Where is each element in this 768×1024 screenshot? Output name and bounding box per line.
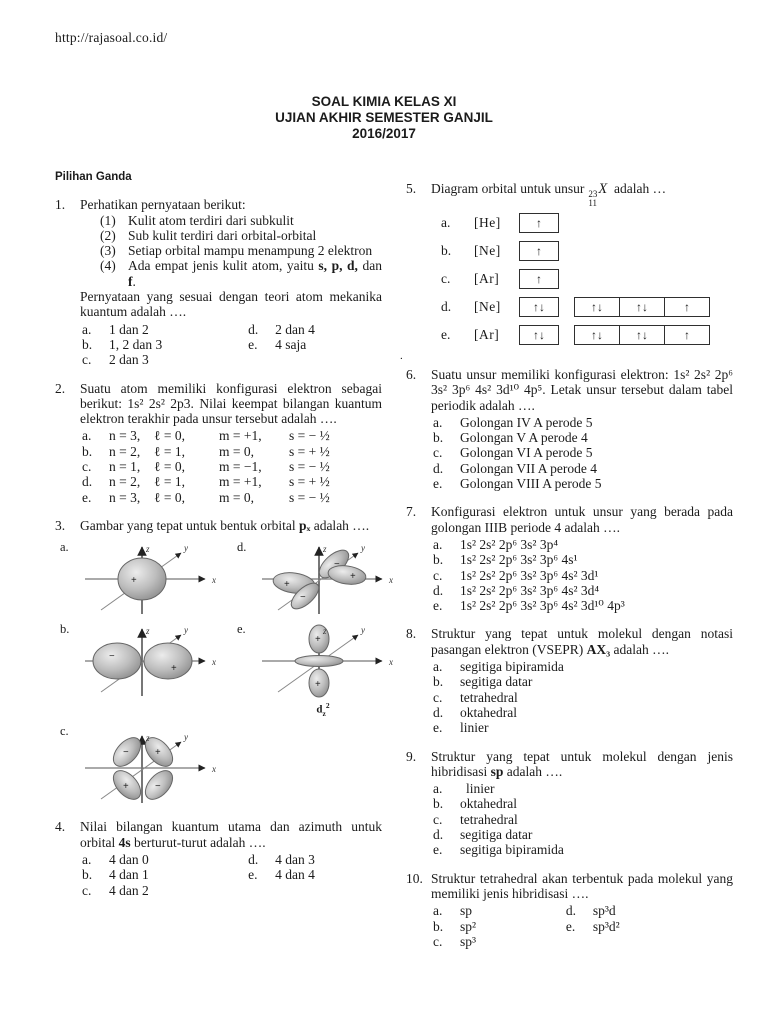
svg-text:−: − [334, 559, 340, 571]
option-b [431, 552, 733, 567]
question-2 [55, 381, 382, 505]
statement-item [100, 213, 382, 228]
svg-text:x: x [212, 657, 216, 668]
orbital-box: ↑ [664, 298, 709, 316]
noble-gas-core: [Ar] [474, 271, 500, 287]
n-value: n = 3, [109, 428, 141, 444]
option-letter: d. [441, 299, 452, 315]
question-7-options [431, 537, 733, 613]
option-c [431, 690, 733, 705]
option-e [246, 867, 382, 882]
stem-text: Diagram orbital untuk unsur [431, 181, 585, 196]
svg-text:+: + [155, 747, 161, 759]
l-value: ℓ = 0, [154, 489, 185, 505]
option-letter: e. [248, 867, 258, 883]
svg-text:x: x [389, 657, 393, 668]
question-6-stem: Suatu unsur memiliki konfigurasi elektron: 1s² 2s² 2p⁶ 3s² 3p⁶ 4s² 3d¹⁰ 4p⁵. Letak unsur tersebut dalam tabel periodik adalah …. [431, 367, 733, 413]
px-orbital-diagram [71, 621, 221, 701]
option-e [431, 720, 733, 735]
orbital-figure-c [55, 723, 232, 811]
option-text: 4 dan 2 [109, 882, 149, 898]
option-b [431, 430, 733, 445]
option-e [431, 842, 733, 857]
option-text: 4 saja [275, 336, 307, 352]
option-text: segitiga bipiramida [460, 659, 564, 675]
orbital-box-group [574, 297, 710, 317]
option-d [564, 903, 733, 918]
n-value: n = 2, [109, 443, 141, 459]
statement-text: Kulit atom terdiri dari subkulit [128, 212, 294, 228]
question-6 [406, 367, 733, 491]
option-e [431, 598, 733, 613]
orbital-box: ↑ [519, 269, 559, 289]
orbital-box: ↑↓ [619, 326, 664, 344]
option-text: 4 dan 0 [109, 851, 149, 867]
option-c [431, 445, 733, 460]
question-10-stem: Struktur tetrahedral akan terbentuk pada molekul yang memiliki jenis hibridisasi …. [431, 870, 733, 901]
figure-letter: a. [60, 540, 69, 555]
svg-text:z: z [146, 626, 150, 637]
m-value: m = 0, [219, 489, 254, 505]
option-c [80, 459, 382, 474]
option-letter: b. [433, 918, 444, 934]
l-value: ℓ = 0, [154, 428, 185, 444]
option-letter: a. [433, 781, 443, 797]
question-3-stem: Gambar yang tepat untuk bentuk orbital pₓ adalah …. [80, 517, 370, 533]
option-letter: b. [433, 430, 444, 446]
title-line-2: UJIAN AKHIR SEMESTER GANJIL [275, 110, 493, 125]
statement-text: Setiap orbital mampu menampung 2 elektron [128, 243, 373, 259]
question-4 [55, 819, 382, 897]
option-text: 1s² 2s² 2p⁶ 3s² 3p⁶ 4s² 3d¹⁰ 4p³ [460, 598, 625, 614]
orbital-figure-e [232, 621, 393, 721]
question-9-options [431, 781, 733, 857]
question-8-stem: Struktur yang tepat untuk molekul dengan notasi pasangan elektron (VSEPR) AX₃ adalah …. [431, 626, 733, 657]
s-value: s = − ½ [289, 428, 330, 444]
option-c [431, 568, 733, 583]
figure-letter: b. [60, 622, 70, 637]
option-letter: e. [248, 336, 258, 352]
option-letter: c. [82, 882, 92, 898]
noble-gas-core: [Ne] [474, 243, 501, 259]
option-a [431, 903, 564, 918]
orbital-box: ↑↓ [519, 297, 559, 317]
option-letter: d. [248, 851, 259, 867]
atomic-number: 11 [588, 197, 598, 208]
option-letter: e. [433, 842, 443, 858]
option-letter: a. [82, 428, 92, 444]
noble-gas-core: [Ne] [474, 299, 501, 315]
option-letter: c. [433, 933, 443, 949]
question-5-options [431, 213, 733, 345]
question-10 [406, 871, 733, 949]
question-1-intro: Perhatikan pernyataan berikut: [80, 197, 246, 213]
option-text: oktahedral [460, 704, 517, 720]
option-text: 1s² 2s² 2p⁶ 3s² 3p⁶ 4s² 3d⁴ [460, 582, 600, 598]
option-a [431, 781, 733, 796]
option-text: segitiga datar [460, 674, 533, 690]
option-e [564, 919, 733, 934]
s-value: s = − ½ [289, 489, 330, 505]
option-letter: b. [441, 243, 452, 259]
svg-text:+: + [131, 575, 137, 587]
question-7 [406, 504, 733, 613]
question-1-options [80, 322, 382, 368]
option-text: sp³d² [592, 918, 620, 934]
option-text: 1s² 2s² 2p⁶ 3s² 3p⁶ 4s¹ [460, 552, 578, 568]
svg-text:y: y [184, 732, 188, 743]
dz2-caption: $d_z^2$ [316, 701, 330, 719]
question-1-statements [80, 213, 382, 289]
left-column [55, 170, 393, 911]
mass-number: 23 [588, 189, 598, 199]
question-6-number: 6. [406, 367, 417, 382]
option-letter: a. [441, 215, 451, 231]
option-d [246, 322, 382, 337]
statement-marker: (4) [100, 258, 116, 274]
svg-text:−: − [123, 747, 129, 759]
option-c [431, 934, 564, 949]
orbital-box: ↑↓ [575, 298, 619, 316]
option-letter: e. [441, 327, 451, 343]
question-1-stem: Pernyataan yang sesuai dengan teori atom mekanika kuantum adalah …. [80, 289, 382, 320]
question-5-stem [431, 181, 733, 207]
svg-text:z: z [323, 626, 327, 637]
option-a [80, 428, 382, 443]
option-d [431, 297, 733, 317]
option-letter: d. [82, 474, 93, 490]
option-e [431, 325, 733, 345]
option-text: 1s² 2s² 2p⁶ 3s² 3p⁶ 4s² 3d¹ [460, 567, 599, 583]
l-value: ℓ = 1, [154, 474, 185, 490]
option-b [80, 867, 246, 882]
option-text: Golongan VIII A perode 5 [460, 476, 602, 492]
question-10-options [431, 903, 733, 949]
option-text: tetrahedral [460, 811, 518, 827]
option-letter: b. [82, 443, 93, 459]
option-letter: d. [433, 460, 444, 476]
d-orbital-xy-diagram [248, 539, 398, 619]
dz2-orbital-diagram [248, 621, 398, 701]
svg-text:z: z [323, 544, 327, 555]
question-3 [55, 518, 382, 533]
svg-text:−: − [155, 781, 161, 793]
svg-text:+: + [123, 781, 129, 793]
l-value: ℓ = 0, [154, 459, 185, 475]
s-value: s = + ½ [289, 474, 330, 490]
element-symbol: X [598, 181, 608, 197]
orbital-box-group [574, 325, 710, 345]
l-value: ℓ = 1, [154, 443, 185, 459]
section-label: Pilihan Ganda [55, 171, 132, 183]
option-letter: a. [433, 536, 443, 552]
m-value: m = +1, [219, 474, 262, 490]
svg-text:−: − [300, 592, 306, 604]
option-letter: b. [433, 674, 444, 690]
s-value: s = + ½ [289, 443, 330, 459]
option-letter: a. [82, 321, 92, 337]
option-b [80, 337, 246, 352]
option-text: linier [466, 781, 495, 797]
question-2-options [80, 428, 382, 504]
option-text: segitiga bipiramida [460, 842, 564, 858]
question-3-figures [55, 539, 393, 811]
option-b [431, 674, 733, 689]
option-c [80, 352, 246, 367]
orbital-box: ↑ [519, 213, 559, 233]
question-5 [406, 181, 733, 353]
option-d [80, 474, 382, 489]
option-letter: d. [433, 827, 444, 843]
option-text: oktahedral [460, 796, 517, 812]
question-6-options [431, 415, 733, 491]
option-c [431, 269, 733, 289]
option-text: 4 dan 4 [275, 867, 315, 883]
question-4-number: 4. [55, 819, 66, 835]
option-b [431, 241, 733, 261]
s-orbital-diagram [71, 539, 221, 619]
statement-marker: (3) [100, 243, 116, 259]
question-9-stem: Struktur yang tepat untuk molekul dengan jenis hibridisasi sp adalah …. [431, 748, 733, 779]
option-c [80, 883, 246, 898]
svg-text:+: + [171, 663, 177, 675]
option-letter: d. [433, 704, 444, 720]
option-letter: e. [565, 918, 576, 934]
question-1 [55, 197, 382, 367]
question-8-number: 8. [406, 626, 417, 642]
source-url: http://rajasoal.co.id/ [55, 30, 168, 45]
option-letter: e. [433, 720, 443, 736]
svg-text:x: x [212, 764, 216, 775]
question-10-number: 10. [406, 870, 423, 886]
option-text: 2 dan 3 [109, 352, 149, 368]
svg-text:z: z [146, 733, 150, 744]
option-d [431, 705, 733, 720]
question-2-number: 2. [55, 380, 66, 396]
option-a [431, 537, 733, 552]
question-8 [406, 626, 733, 735]
option-text: 4 dan 3 [275, 851, 315, 867]
statement-text: Sub kulit terdiri dari orbital-orbital [128, 227, 317, 243]
option-a [431, 415, 733, 430]
option-text: sp² [460, 918, 477, 934]
d-orbital-clover-diagram [71, 723, 221, 811]
option-b [431, 796, 733, 811]
n-value: n = 3, [109, 489, 141, 505]
option-letter: c. [433, 689, 443, 705]
question-7-stem: Konfigurasi elektron untuk unsur yang berada pada golongan IIIB periode 4 adalah …. [431, 504, 733, 535]
option-letter: a. [82, 851, 92, 867]
s-value: s = − ½ [289, 459, 330, 475]
option-text: linier [460, 720, 489, 736]
svg-text:x: x [212, 575, 216, 586]
statement-item [100, 243, 382, 258]
option-b [80, 444, 382, 459]
option-letter: b. [433, 552, 444, 568]
orbital-box: ↑↓ [519, 325, 559, 345]
question-3-number: 3. [55, 517, 66, 533]
option-letter: b. [433, 796, 444, 812]
option-text: tetrahedral [460, 689, 518, 705]
n-value: n = 1, [109, 459, 141, 475]
option-letter: b. [82, 336, 93, 352]
option-letter: e. [433, 598, 443, 614]
orbital-box: ↑ [664, 326, 709, 344]
option-text: Golongan IV A perode 5 [460, 414, 593, 430]
option-letter: c. [82, 459, 92, 475]
option-e [431, 476, 733, 491]
option-text: sp [460, 903, 473, 919]
option-a [431, 213, 733, 233]
option-text: segitiga datar [460, 827, 533, 843]
stem-text: adalah … [613, 181, 667, 196]
statement-text: Ada empat jenis kulit atom, yaitu s, p, d, dan f. [128, 258, 382, 289]
option-text: Golongan VII A perode 4 [460, 460, 597, 476]
n-value: n = 2, [109, 474, 141, 490]
svg-text:z: z [146, 544, 150, 555]
isotope-notation [588, 190, 597, 207]
option-text: 2 dan 4 [275, 321, 315, 337]
question-9-number: 9. [406, 748, 417, 764]
option-letter: a. [433, 903, 443, 919]
orbital-figure-a [55, 539, 232, 619]
option-text: Golongan VI A perode 5 [460, 445, 593, 461]
option-letter: a. [433, 659, 443, 675]
orbital-figure-b [55, 621, 232, 721]
statement-marker: (2) [100, 227, 116, 243]
orbital-box: ↑ [519, 241, 559, 261]
option-text: 1 dan 2 [109, 321, 149, 337]
question-7-number: 7. [406, 504, 417, 520]
svg-text:+: + [315, 679, 321, 691]
option-letter: c. [82, 352, 92, 368]
svg-text:y: y [184, 625, 188, 636]
option-letter: c. [441, 271, 451, 287]
figure-letter: d. [237, 540, 247, 555]
figure-letter: c. [60, 724, 69, 739]
option-letter: c. [433, 811, 443, 827]
option-d [246, 852, 382, 867]
option-letter: b. [82, 867, 93, 883]
m-value: m = +1, [219, 428, 262, 444]
statement-marker: (1) [100, 212, 116, 228]
title-line-3: 2016/2017 [352, 126, 416, 141]
statement-item [100, 228, 382, 243]
option-text: Golongan V A perode 4 [460, 430, 588, 446]
option-letter: e. [433, 476, 443, 492]
option-d [431, 461, 733, 476]
question-9 [406, 749, 733, 858]
orbital-box: ↑↓ [575, 326, 619, 344]
svg-text:x: x [389, 575, 393, 586]
option-letter: a. [433, 414, 443, 430]
svg-text:y: y [184, 543, 188, 554]
option-e [80, 490, 382, 505]
title-line-1: SOAL KIMIA KELAS XI [311, 94, 457, 109]
figure-letter: e. [237, 622, 246, 637]
m-value: m = −1, [219, 459, 262, 475]
option-letter: d. [433, 582, 444, 598]
option-a [80, 852, 246, 867]
svg-text:−: − [109, 651, 115, 663]
option-letter: d. [565, 903, 576, 919]
option-c [431, 812, 733, 827]
question-5-number: 5. [406, 181, 417, 196]
statement-item [100, 258, 382, 289]
orbital-figure-d [232, 539, 393, 619]
question-8-options [431, 659, 733, 735]
option-letter: d. [248, 321, 259, 337]
question-4-options [80, 852, 382, 898]
question-2-stem: Suatu atom memiliki konfigurasi elektron sebagai berikut: 1s² 2s² 2p3. Nilai keempat bilangan kuantum elektron terakhir pada unsur tersebut adalah …. [80, 380, 382, 427]
svg-text:+: + [315, 634, 321, 646]
svg-text:y: y [361, 625, 365, 636]
document-title [0, 94, 768, 142]
orbital-box: ↑↓ [619, 298, 664, 316]
option-text: sp³d [592, 903, 616, 919]
option-text: 1, 2 dan 3 [109, 336, 163, 352]
noble-gas-core: [He] [474, 215, 501, 231]
option-d [431, 583, 733, 598]
svg-text:y: y [361, 543, 365, 554]
option-letter: c. [433, 567, 443, 583]
option-letter: c. [433, 445, 443, 461]
option-letter: e. [82, 489, 92, 505]
m-value: m = 0, [219, 443, 254, 459]
option-a [80, 322, 246, 337]
stray-period: . [400, 350, 403, 362]
option-e [246, 337, 382, 352]
option-text: sp³ [460, 933, 477, 949]
svg-text:+: + [350, 571, 356, 583]
svg-text:+: + [284, 579, 290, 591]
question-4-stem: Nilai bilangan kuantum utama dan azimuth untuk orbital 4s berturut-turut adalah …. [80, 819, 382, 850]
option-a [431, 659, 733, 674]
option-text: 4 dan 1 [109, 867, 149, 883]
noble-gas-core: [Ar] [474, 327, 500, 343]
option-d [431, 827, 733, 842]
question-1-number: 1. [55, 197, 66, 213]
option-b [431, 919, 564, 934]
option-text: 1s² 2s² 2p⁶ 3s² 3p⁴ [460, 536, 559, 552]
right-column [400, 181, 733, 962]
